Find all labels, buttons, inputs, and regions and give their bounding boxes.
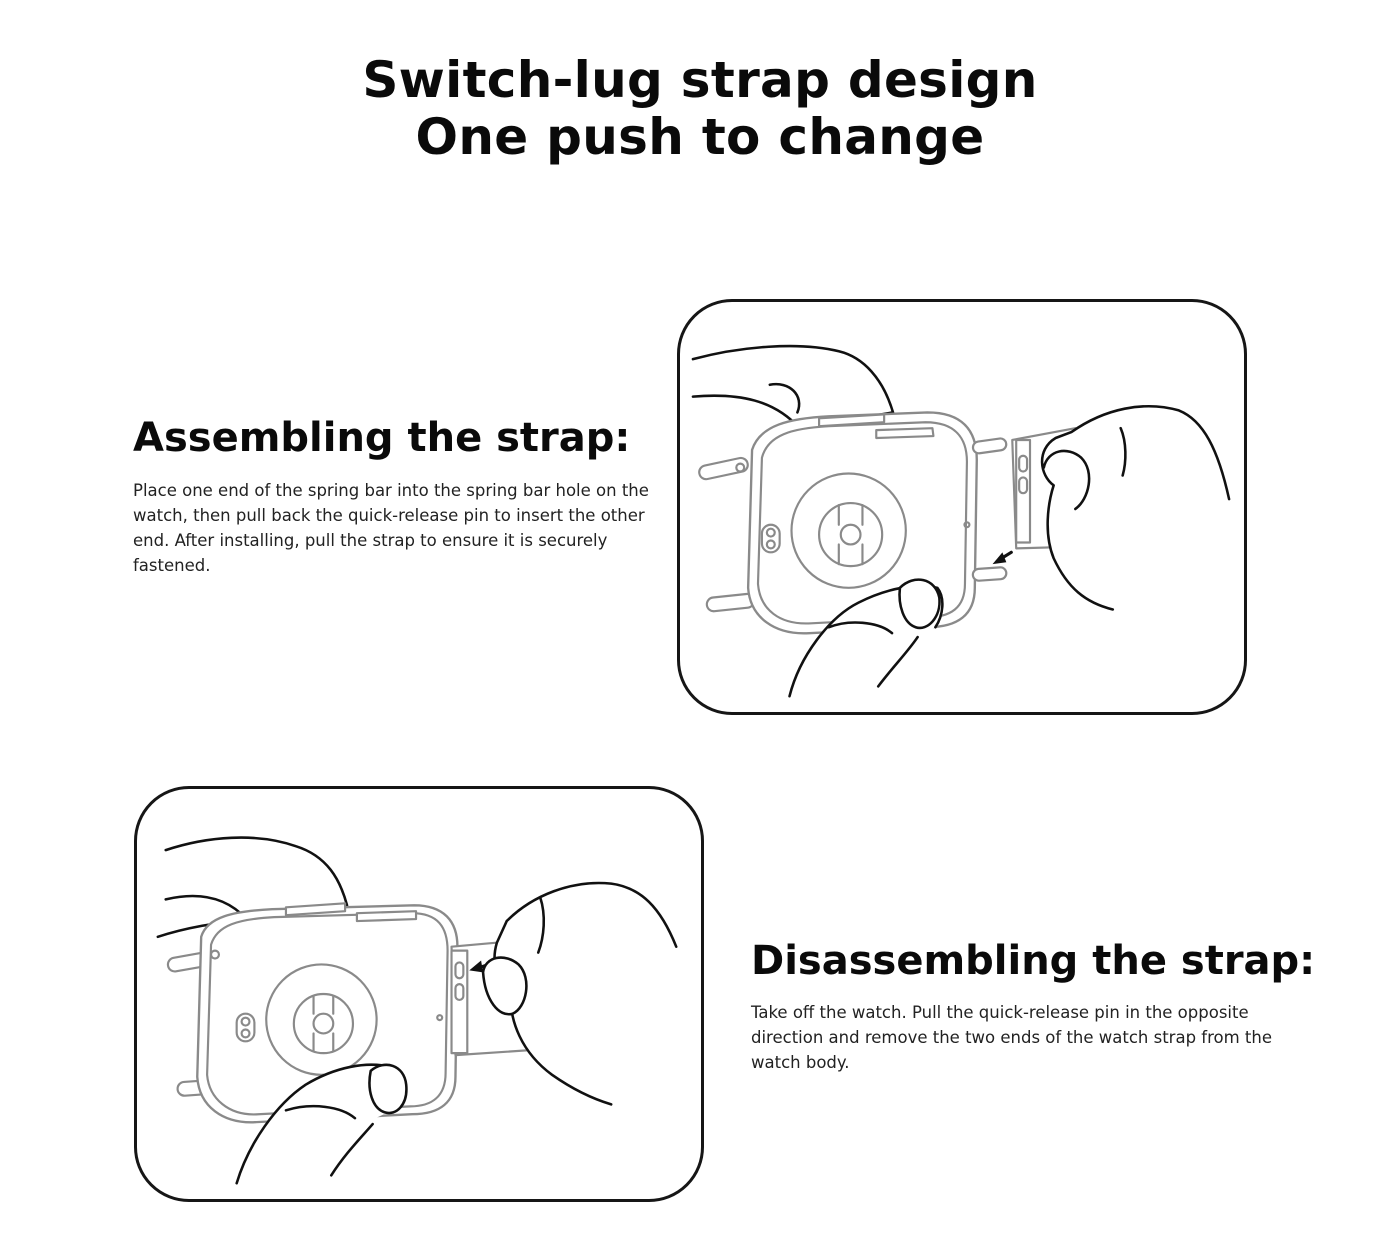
hands-removing-strap-illustration: [137, 789, 701, 1199]
assemble-illustration: [677, 299, 1247, 715]
page-title: [0, 52, 1400, 166]
title-line-1: Switch-lug strap design: [362, 51, 1038, 109]
disassemble-instructions: Take off the watch. Pull the quick-release pin in the opposite direction and remove the two ends of the watch strap from the watch body.: [751, 1003, 1273, 1072]
assemble-heading: Assembling the strap:: [133, 415, 631, 461]
right-hand: [1042, 406, 1229, 609]
disassemble-heading: Disassembling the strap:: [751, 938, 1316, 984]
hands-inserting-strap-illustration: [680, 302, 1244, 712]
title-line-2: One push to change: [415, 108, 985, 166]
disassemble-illustration: [134, 786, 704, 1202]
assemble-instructions: Place one end of the spring bar into the spring bar hole on the watch, then pull back the quick-release pin to insert the other end. After installing, pull the strap to ensure it is securely fastened.: [133, 481, 649, 575]
